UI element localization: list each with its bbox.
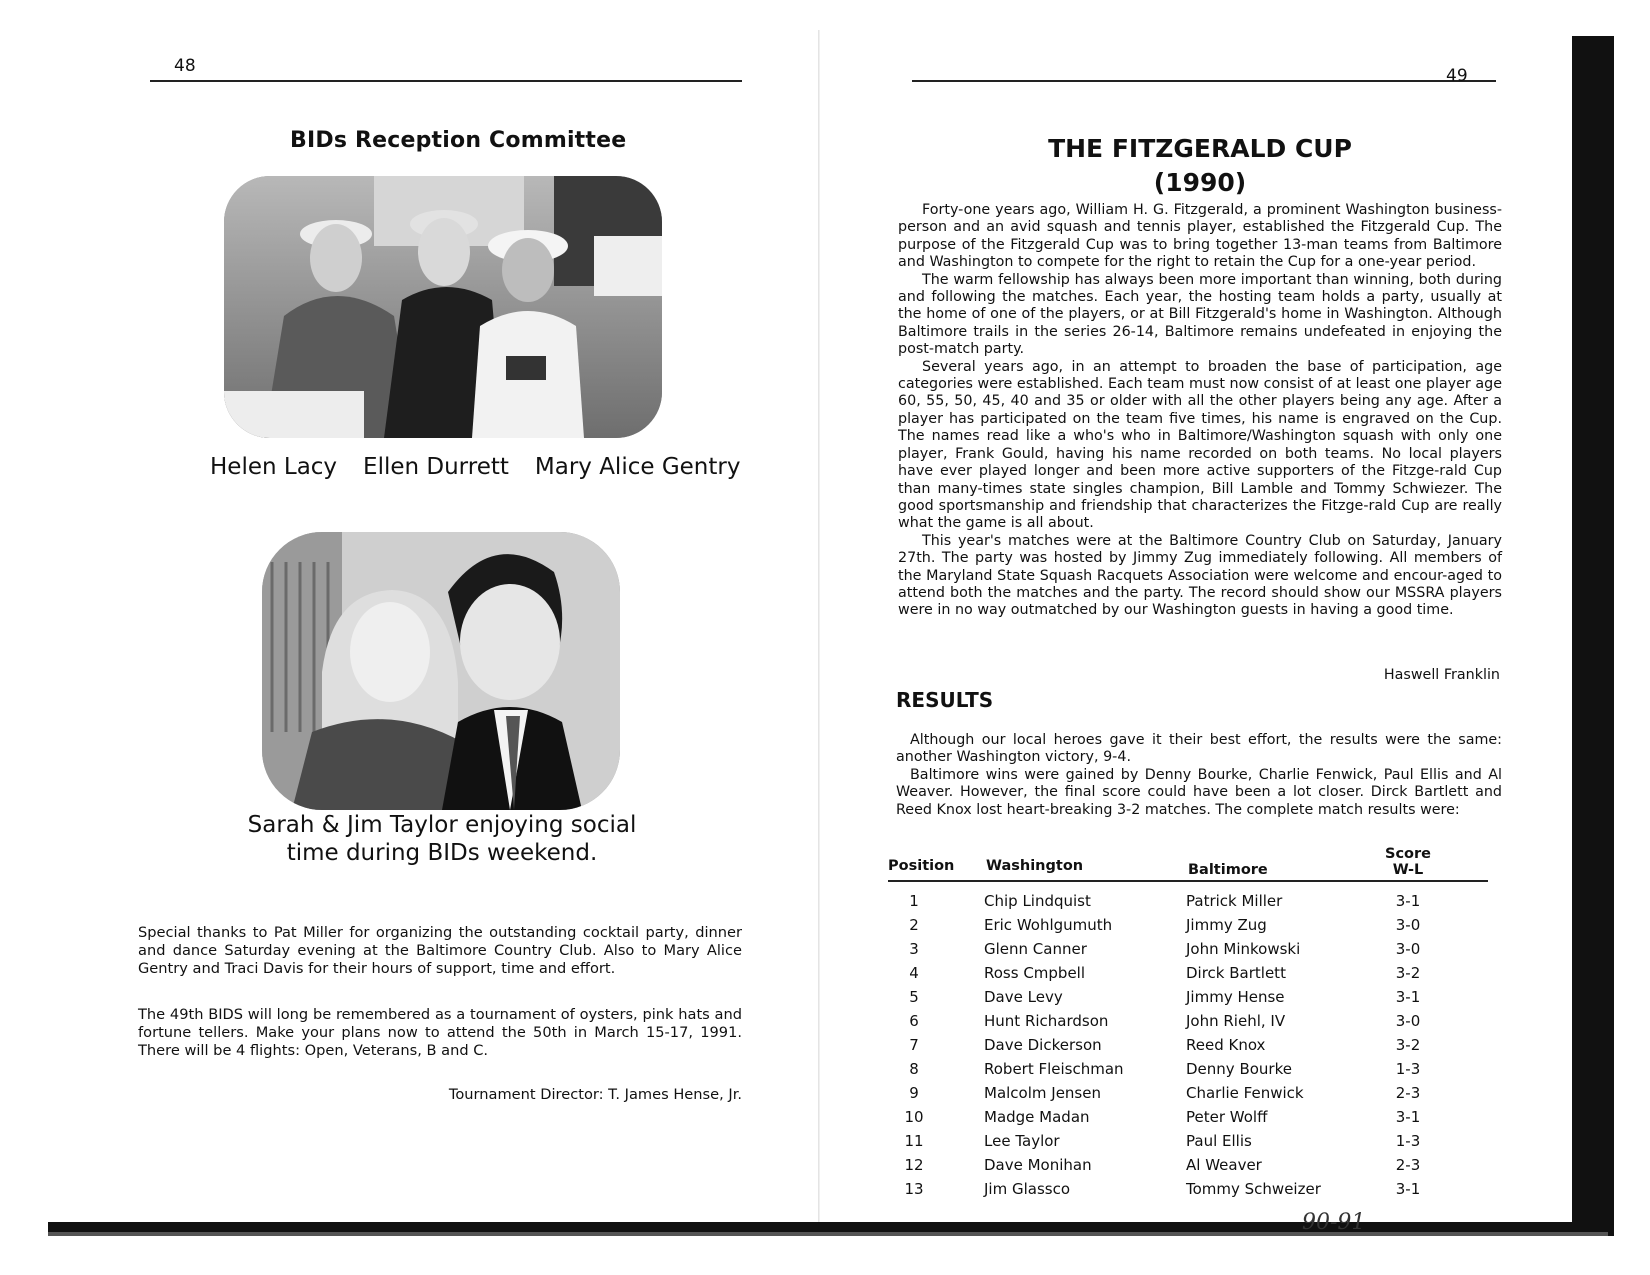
couple-photo-illustration xyxy=(262,532,620,810)
title-line-1: THE FITZGERALD CUP xyxy=(1048,134,1352,163)
col-header-score xyxy=(1380,846,1436,878)
row-position: 7 xyxy=(909,1036,919,1054)
row-washington-player: Dave Levy xyxy=(984,988,1063,1006)
table-row xyxy=(888,1036,1488,1060)
name-helen-lacy: Helen Lacy xyxy=(210,454,338,480)
row-baltimore-player: Peter Wolff xyxy=(1186,1108,1268,1126)
committee-names-caption xyxy=(210,454,740,480)
results-paragraph: Although our local heroes gave it their best effort, the results were the same: another Washington victory, 9-4. xyxy=(896,732,1502,766)
row-baltimore-player: Reed Knox xyxy=(1186,1036,1266,1054)
results-paragraph: Baltimore wins were gained by Denny Bourke, Charlie Fenwick, Paul Ellis and Al Weaver. However, the final score could have been a lot closer. Dirck Bartlett and Reed Knox lost heart-breaking 3-2 matches. The complete match results were: xyxy=(896,766,1502,818)
article-paragraph: Forty-one years ago, William H. G. Fitzgerald, a prominent Washington business-person and an avid squash and tennis player, established the Fitzgerald Cup. The purpose of the Fitzgerald Cup was to bring together 13-man teams from Baltimore and Washington to compete for the right to retain the Cup for a one-year period. xyxy=(898,202,1502,271)
thanks-paragraph: Special thanks to Pat Miller for organizing the outstanding cocktail party, dinner and dance Saturday evening at the Baltimore Country Club. Also to Mary Alice Gentry and Traci Davis for their hours of support, time and effort. xyxy=(138,924,742,977)
row-position: 10 xyxy=(904,1108,924,1126)
row-score: 3-1 xyxy=(1395,1108,1421,1126)
left-header-rule xyxy=(150,80,742,82)
row-washington-player: Glenn Canner xyxy=(984,940,1087,958)
article-paragraph: Several years ago, in an attempt to broaden the base of participation, age categories were established. Each team must now consist of at least one player age 60, 55, 50, 45, 40 and 35 or older with all the other players being any age. After a player has participated on the team five times, his name is engraved on the Cup. The names read like a who's who in Baltimore/Washington squash with only one player, Frank Gould, having his name recorded on both teams. No local players have ever played longer and been more active supporters of the Fitzge-rald Cup than many-times state singles champion, Bill Lamble and Tommy Schwiezer. The good sportsmanship and friendship that characterizes the Fitzge-rald Cup are really what the game is all about. xyxy=(898,358,1502,532)
row-score: 3-0 xyxy=(1395,940,1421,958)
results-heading: RESULTS xyxy=(896,688,994,712)
table-row xyxy=(888,1156,1488,1180)
name-mary-alice-gentry: Mary Alice Gentry xyxy=(534,454,741,480)
row-washington-player: Malcolm Jensen xyxy=(984,1084,1101,1102)
row-position: 8 xyxy=(909,1060,919,1078)
row-position: 9 xyxy=(909,1084,919,1102)
row-score: 3-0 xyxy=(1395,1012,1421,1030)
left-page-number: 48 xyxy=(174,56,196,76)
row-washington-player: Dave Dickerson xyxy=(984,1036,1102,1054)
row-position: 13 xyxy=(904,1180,924,1198)
table-row xyxy=(888,940,1488,964)
row-washington-player: Chip Lindquist xyxy=(984,892,1091,910)
table-row xyxy=(888,964,1488,988)
row-baltimore-player: Tommy Schweizer xyxy=(1186,1180,1321,1198)
scan-edge-bottom-shadow xyxy=(48,1232,1608,1236)
right-page-number: 49 xyxy=(1446,66,1468,86)
table-row xyxy=(888,916,1488,940)
score-header-line1: Score xyxy=(1385,846,1431,862)
row-baltimore-player: Al Weaver xyxy=(1186,1156,1262,1174)
row-baltimore-player: Denny Bourke xyxy=(1186,1060,1292,1078)
scan-edge-right xyxy=(1572,36,1614,1236)
row-baltimore-player: Paul Ellis xyxy=(1186,1132,1252,1150)
reception-committee-photo xyxy=(224,176,662,438)
table-row xyxy=(888,1180,1488,1204)
row-score: 3-1 xyxy=(1395,988,1421,1006)
results-summary xyxy=(896,732,1502,819)
fitzgerald-cup-title xyxy=(1000,132,1400,200)
row-washington-player: Ross Cmpbell xyxy=(984,964,1086,982)
row-baltimore-player: Charlie Fenwick xyxy=(1186,1084,1304,1102)
table-row xyxy=(888,892,1488,916)
row-washington-player: Robert Fleischman xyxy=(984,1060,1124,1078)
row-position: 12 xyxy=(904,1156,924,1174)
table-row xyxy=(888,1132,1488,1156)
committee-photo-illustration xyxy=(224,176,662,438)
handwritten-season-note: 90-91 xyxy=(1302,1210,1366,1235)
right-header-rule xyxy=(912,80,1496,82)
col-header-position: Position xyxy=(888,858,955,874)
score-header-line2: W-L xyxy=(1392,862,1424,878)
name-ellen-durrett: Ellen Durrett xyxy=(363,454,509,480)
article-author: Haswell Franklin xyxy=(1383,667,1500,683)
article-paragraph: The warm fellowship has always been more important than winning, both during and following the matches. Each year, the hosting team holds a party, usually at the home of one of the players, or at Bill Fitzgerald's home in Washington. Although Baltimore trails in the series 26-14, Baltimore remains undefeated in enjoying the post-match party. xyxy=(898,271,1502,358)
row-score: 2-3 xyxy=(1395,1084,1421,1102)
table-row xyxy=(888,1012,1488,1036)
row-position: 3 xyxy=(909,940,919,958)
row-position: 11 xyxy=(904,1132,924,1150)
taylor-couple-photo xyxy=(262,532,620,810)
row-baltimore-player: John Riehl, IV xyxy=(1186,1012,1286,1030)
row-position: 4 xyxy=(909,964,919,982)
row-score: 2-3 xyxy=(1395,1156,1421,1174)
row-washington-player: Lee Taylor xyxy=(984,1132,1060,1150)
col-header-baltimore: Baltimore xyxy=(1188,862,1268,878)
article-paragraph: This year's matches were at the Baltimore Country Club on Saturday, January 27th. The party was hosted by Jimmy Zug immediately following. All members of the Maryland State Squash Racquets Association were welcome and encour-aged to attend both the matches and the party. The record should show our MSSRA players were in no way outmatched by our Washington guests in having a good time. xyxy=(898,532,1502,619)
scan-edge-bottom xyxy=(48,1222,1608,1232)
taylor-photo-caption: Sarah & Jim Taylor enjoying social time during BIDs weekend. xyxy=(247,812,637,866)
row-score: 3-1 xyxy=(1395,892,1421,910)
row-position: 2 xyxy=(909,916,919,934)
row-washington-player: Dave Monihan xyxy=(984,1156,1092,1174)
row-position: 6 xyxy=(909,1012,919,1030)
row-baltimore-player: Jimmy Hense xyxy=(1186,988,1285,1006)
row-score: 3-2 xyxy=(1395,1036,1421,1054)
row-washington-player: Hunt Richardson xyxy=(984,1012,1109,1030)
row-score: 1-3 xyxy=(1395,1132,1421,1150)
row-score: 3-0 xyxy=(1395,916,1421,934)
row-position: 5 xyxy=(909,988,919,1006)
tournament-director: Tournament Director: T. James Hense, Jr. xyxy=(448,1086,742,1103)
row-score: 3-1 xyxy=(1395,1180,1421,1198)
row-position: 1 xyxy=(909,892,919,910)
table-header-rule xyxy=(888,880,1488,882)
row-score: 1-3 xyxy=(1395,1060,1421,1078)
row-baltimore-player: Dirck Bartlett xyxy=(1186,964,1286,982)
table-row xyxy=(888,1060,1488,1084)
table-row xyxy=(888,988,1488,1012)
row-washington-player: Madge Madan xyxy=(984,1108,1090,1126)
row-score: 3-2 xyxy=(1395,964,1421,982)
row-baltimore-player: Patrick Miller xyxy=(1186,892,1283,910)
book-spine xyxy=(818,30,820,1230)
row-baltimore-player: John Minkowski xyxy=(1186,940,1301,958)
table-row xyxy=(888,1084,1488,1108)
row-washington-player: Jim Glassco xyxy=(984,1180,1071,1198)
fitzgerald-cup-article xyxy=(898,202,1502,620)
title-line-2: (1990) xyxy=(1153,168,1247,197)
col-header-washington: Washington xyxy=(986,858,1084,874)
table-row xyxy=(888,1108,1488,1132)
left-page-title: BIDs Reception Committee xyxy=(290,128,627,153)
row-baltimore-player: Jimmy Zug xyxy=(1186,916,1267,934)
bids-remember-paragraph: The 49th BIDS will long be remembered as a tournament of oysters, pink hats and fortune tellers. Make your plans now to attend the 50th in March 15-17, 1991. There will be 4 flights: Open, Veterans, B and C. xyxy=(138,1006,742,1059)
row-washington-player: Eric Wohlgumuth xyxy=(984,916,1113,934)
